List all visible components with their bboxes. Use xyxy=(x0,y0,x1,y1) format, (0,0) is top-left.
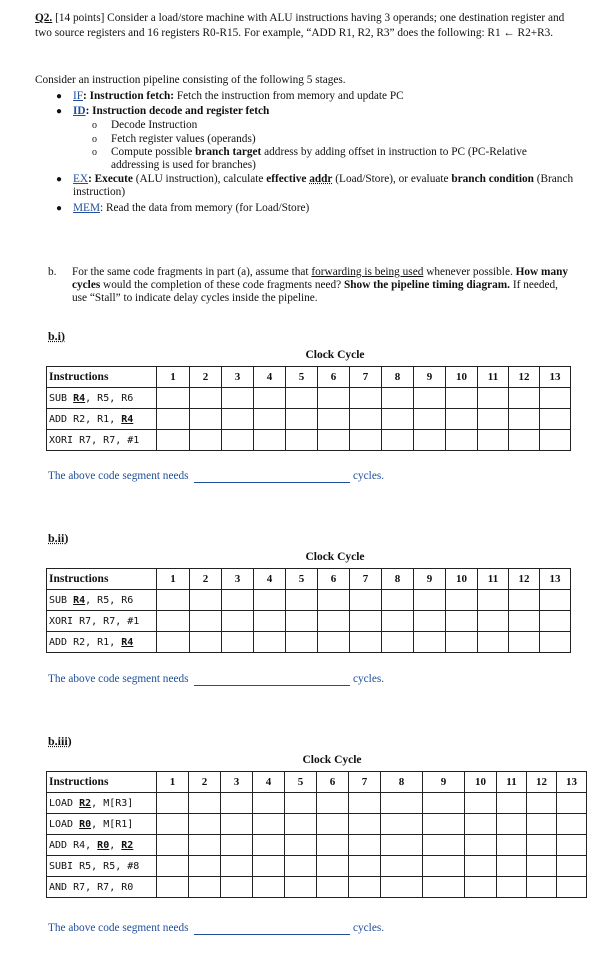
timing-cell[interactable] xyxy=(557,877,587,898)
timing-cell[interactable] xyxy=(190,611,222,632)
stage-if-abbr: IF xyxy=(73,90,84,102)
cycles-answer-b1 xyxy=(48,470,408,486)
instruction-cell: LOAD R0, M[R1] xyxy=(47,814,157,835)
table-row xyxy=(47,430,571,451)
cycle-header: 3 xyxy=(222,367,254,388)
timing-cell[interactable] xyxy=(381,835,423,856)
timing-cell[interactable] xyxy=(509,632,540,653)
timing-cell[interactable] xyxy=(509,388,540,409)
timing-cell[interactable] xyxy=(478,409,509,430)
cycle-header: 7 xyxy=(349,772,381,793)
timing-cell[interactable] xyxy=(253,856,285,877)
timing-cell[interactable] xyxy=(497,835,527,856)
timing-cell[interactable] xyxy=(254,632,286,653)
cycle-header: 3 xyxy=(221,772,253,793)
clock-cycle-label: Clock Cycle xyxy=(302,754,362,766)
timing-cell[interactable] xyxy=(497,856,527,877)
cycle-header: 5 xyxy=(286,569,318,590)
timing-cell[interactable] xyxy=(157,856,189,877)
timing-cell[interactable] xyxy=(157,430,190,451)
timing-cell[interactable] xyxy=(157,409,190,430)
timing-cell[interactable] xyxy=(478,611,509,632)
timing-cell[interactable] xyxy=(157,835,189,856)
table-header-row xyxy=(47,569,571,590)
timing-cell[interactable] xyxy=(509,611,540,632)
pipeline-table-b3 xyxy=(46,771,587,898)
cycle-header: 2 xyxy=(189,772,221,793)
timing-cell[interactable] xyxy=(285,814,317,835)
timing-cell[interactable] xyxy=(527,856,557,877)
timing-cell[interactable] xyxy=(414,590,446,611)
timing-cell[interactable] xyxy=(190,388,222,409)
instruction-cell: ADD R2, R1, R4 xyxy=(47,632,157,653)
cycles-suffix: cycles. xyxy=(353,922,385,934)
cycle-header: 2 xyxy=(190,367,222,388)
timing-cell[interactable] xyxy=(254,590,286,611)
timing-cell[interactable] xyxy=(190,632,222,653)
timing-cell[interactable] xyxy=(318,409,350,430)
timing-cell[interactable] xyxy=(414,611,446,632)
cycle-header: 7 xyxy=(350,367,382,388)
timing-cell[interactable] xyxy=(222,388,254,409)
bullet-icon: ● xyxy=(56,203,63,214)
timing-cell[interactable] xyxy=(157,793,189,814)
timing-cell[interactable] xyxy=(497,814,527,835)
cycle-header: 5 xyxy=(285,772,317,793)
stage-id-abbr: ID xyxy=(73,105,86,117)
timing-cell[interactable] xyxy=(157,814,189,835)
table-row xyxy=(47,388,571,409)
timing-cell[interactable] xyxy=(285,793,317,814)
cycle-header: 9 xyxy=(414,367,446,388)
stage-ex-abbr: EX xyxy=(73,173,89,185)
timing-cell[interactable] xyxy=(414,409,446,430)
stage-id-name: : Instruction decode and register fetch xyxy=(85,105,270,117)
timing-cell[interactable] xyxy=(222,430,254,451)
table-header-row xyxy=(47,367,571,388)
timing-cell[interactable] xyxy=(254,430,286,451)
timing-cell[interactable] xyxy=(253,877,285,898)
timing-cell[interactable] xyxy=(285,856,317,877)
timing-cell[interactable] xyxy=(254,388,286,409)
timing-cell[interactable] xyxy=(423,856,465,877)
timing-cell[interactable] xyxy=(190,409,222,430)
instruction-cell: LOAD R2, M[R3] xyxy=(47,793,157,814)
timing-cell[interactable] xyxy=(222,409,254,430)
timing-cell[interactable] xyxy=(253,814,285,835)
cycle-header: 12 xyxy=(509,569,540,590)
timing-cell[interactable] xyxy=(465,877,497,898)
table-row xyxy=(47,835,587,856)
table-row xyxy=(47,793,587,814)
part-b-label: b. xyxy=(48,266,57,278)
timing-cell[interactable] xyxy=(286,430,318,451)
timing-cell[interactable] xyxy=(222,611,254,632)
timing-cell[interactable] xyxy=(414,388,446,409)
timing-cell[interactable] xyxy=(540,590,571,611)
table-row xyxy=(47,611,571,632)
timing-cell[interactable] xyxy=(540,632,571,653)
bullet-icon: ● xyxy=(56,174,63,185)
cycles-suffix: cycles. xyxy=(353,470,385,482)
timing-cell[interactable] xyxy=(222,590,254,611)
timing-cell[interactable] xyxy=(221,793,253,814)
pipeline-table-b1 xyxy=(46,366,571,451)
cycle-header: 5 xyxy=(286,367,318,388)
timing-cell[interactable] xyxy=(381,814,423,835)
cycle-header: 9 xyxy=(423,772,465,793)
timing-cell[interactable] xyxy=(423,835,465,856)
bullet-icon: ● xyxy=(56,106,63,117)
cycle-header: 2 xyxy=(190,569,222,590)
timing-cell[interactable] xyxy=(465,814,497,835)
pipeline-intro: Consider an instruction pipeline consisting of the following 5 stages. xyxy=(35,74,346,86)
timing-cell[interactable] xyxy=(497,793,527,814)
instructions-header: Instructions xyxy=(47,367,157,388)
clock-cycle-label: Clock Cycle xyxy=(305,349,365,361)
instruction-cell: SUBI R5, R5, #8 xyxy=(47,856,157,877)
cycle-header: 9 xyxy=(414,569,446,590)
timing-cell[interactable] xyxy=(381,877,423,898)
cycle-header: 6 xyxy=(318,367,350,388)
needs-text: The above code segment needs xyxy=(48,922,189,934)
timing-cell[interactable] xyxy=(349,856,381,877)
timing-cell[interactable] xyxy=(286,388,318,409)
timing-cell[interactable] xyxy=(254,409,286,430)
cycle-header: 10 xyxy=(446,367,478,388)
part-b2-label: b.ii) xyxy=(48,531,69,545)
timing-cell[interactable] xyxy=(509,430,540,451)
timing-cell[interactable] xyxy=(350,590,382,611)
timing-cell[interactable] xyxy=(446,590,478,611)
timing-cell[interactable] xyxy=(497,877,527,898)
timing-cell[interactable] xyxy=(557,793,587,814)
timing-cell[interactable] xyxy=(318,388,350,409)
stage-if-desc: Fetch the instruction from memory and update PC xyxy=(174,90,404,102)
question-body: [14 points] Consider a load/store machine with ALU instructions having 3 operands; one destination register and two source registers and 16 registers R0-R15. For example, “ADD R1, R2, R3” does the following: R1 ← R2+R3. xyxy=(35,12,565,39)
timing-cell[interactable] xyxy=(465,793,497,814)
timing-cell[interactable] xyxy=(253,835,285,856)
instruction-cell: ADD R2, R1, R4 xyxy=(47,409,157,430)
timing-cell[interactable] xyxy=(285,835,317,856)
table-row xyxy=(47,632,571,653)
instruction-cell: XORI R7, R7, #1 xyxy=(47,430,157,451)
timing-cell[interactable] xyxy=(157,388,190,409)
question-text xyxy=(35,11,575,41)
timing-cell[interactable] xyxy=(540,430,571,451)
stage-mem-abbr: MEM xyxy=(73,202,100,214)
timing-cell[interactable] xyxy=(189,877,221,898)
timing-cell[interactable] xyxy=(286,632,318,653)
timing-cell[interactable] xyxy=(527,835,557,856)
timing-cell[interactable] xyxy=(349,835,381,856)
timing-cell[interactable] xyxy=(382,590,414,611)
timing-cell[interactable] xyxy=(446,388,478,409)
timing-cell[interactable] xyxy=(221,835,253,856)
table-row xyxy=(47,856,587,877)
timing-cell[interactable] xyxy=(446,611,478,632)
timing-cell[interactable] xyxy=(423,793,465,814)
timing-cell[interactable] xyxy=(509,590,540,611)
timing-cell[interactable] xyxy=(157,632,190,653)
timing-cell[interactable] xyxy=(350,611,382,632)
timing-cell[interactable] xyxy=(540,611,571,632)
timing-cell[interactable] xyxy=(254,611,286,632)
question-number: Q2. xyxy=(35,12,53,24)
needs-text: The above code segment needs xyxy=(48,673,189,685)
circle-bullet-icon: o xyxy=(92,147,97,158)
cycle-header: 4 xyxy=(254,367,286,388)
timing-cell[interactable] xyxy=(286,409,318,430)
timing-cell[interactable] xyxy=(478,590,509,611)
timing-cell[interactable] xyxy=(381,793,423,814)
cycle-header: 10 xyxy=(446,569,478,590)
timing-cell[interactable] xyxy=(382,430,414,451)
cycle-header: 1 xyxy=(157,367,190,388)
cycle-header: 8 xyxy=(382,569,414,590)
timing-cell[interactable] xyxy=(157,590,190,611)
timing-cell[interactable] xyxy=(465,856,497,877)
cycle-header: 6 xyxy=(317,772,349,793)
timing-cell[interactable] xyxy=(349,814,381,835)
timing-cell[interactable] xyxy=(350,632,382,653)
cycle-header: 8 xyxy=(382,367,414,388)
timing-cell[interactable] xyxy=(253,793,285,814)
instructions-header: Instructions xyxy=(47,772,157,793)
timing-cell[interactable] xyxy=(221,856,253,877)
timing-cell[interactable] xyxy=(446,409,478,430)
cycle-header: 7 xyxy=(350,569,382,590)
timing-cell[interactable] xyxy=(557,814,587,835)
cycle-header: 4 xyxy=(253,772,285,793)
timing-cell[interactable] xyxy=(446,632,478,653)
cycle-header: 11 xyxy=(478,569,509,590)
cycle-header: 11 xyxy=(497,772,527,793)
timing-cell[interactable] xyxy=(509,409,540,430)
timing-cell[interactable] xyxy=(190,430,222,451)
cycle-header: 11 xyxy=(478,367,509,388)
timing-cell[interactable] xyxy=(221,877,253,898)
timing-cell[interactable] xyxy=(318,611,350,632)
circle-bullet-icon: o xyxy=(92,134,97,145)
timing-cell[interactable] xyxy=(478,430,509,451)
timing-cell[interactable] xyxy=(157,611,190,632)
cycle-header: 8 xyxy=(381,772,423,793)
timing-cell[interactable] xyxy=(222,632,254,653)
cycles-suffix: cycles. xyxy=(353,673,385,685)
timing-cell[interactable] xyxy=(540,409,571,430)
timing-cell[interactable] xyxy=(221,814,253,835)
timing-cell[interactable] xyxy=(382,632,414,653)
timing-cell[interactable] xyxy=(157,877,189,898)
table-row xyxy=(47,409,571,430)
timing-cell[interactable] xyxy=(478,632,509,653)
timing-cell[interactable] xyxy=(350,430,382,451)
timing-cell[interactable] xyxy=(540,388,571,409)
cycle-header: 3 xyxy=(222,569,254,590)
timing-cell[interactable] xyxy=(350,388,382,409)
cycle-header: 13 xyxy=(557,772,587,793)
cycle-header: 13 xyxy=(540,569,571,590)
stage-if-name: : Instruction fetch: xyxy=(83,90,175,102)
table-header-row xyxy=(47,772,587,793)
timing-cell[interactable] xyxy=(286,590,318,611)
timing-cell[interactable] xyxy=(349,877,381,898)
timing-cell[interactable] xyxy=(423,877,465,898)
timing-cell[interactable] xyxy=(317,856,349,877)
timing-cell[interactable] xyxy=(317,835,349,856)
timing-cell[interactable] xyxy=(318,430,350,451)
instruction-cell: AND R7, R7, R0 xyxy=(47,877,157,898)
timing-cell[interactable] xyxy=(318,590,350,611)
timing-cell[interactable] xyxy=(382,611,414,632)
instruction-cell: SUB R4, R5, R6 xyxy=(47,590,157,611)
cycle-header: 6 xyxy=(318,569,350,590)
timing-cell[interactable] xyxy=(286,611,318,632)
timing-cell[interactable] xyxy=(465,835,497,856)
answer-blank[interactable] xyxy=(194,685,350,686)
cycle-header: 12 xyxy=(527,772,557,793)
timing-cell[interactable] xyxy=(557,835,587,856)
instruction-cell: XORI R7, R7, #1 xyxy=(47,611,157,632)
timing-cell[interactable] xyxy=(414,430,446,451)
timing-cell[interactable] xyxy=(381,856,423,877)
part-b: b. For the same code fragments in part (a), assume that forwarding is being used whenever possible. How many cycles would the completion of these code fragments need? Show the pipeline timing diagram. If needed, use “Stall” to indicate delay cycles inside the pipeline. xyxy=(48,266,569,304)
cycle-header: 4 xyxy=(254,569,286,590)
cycle-header: 1 xyxy=(157,569,190,590)
instruction-cell: ADD R4, R0, R2 xyxy=(47,835,157,856)
cycle-header: 12 xyxy=(509,367,540,388)
timing-cell[interactable] xyxy=(318,632,350,653)
instruction-cell: SUB R4, R5, R6 xyxy=(47,388,157,409)
timing-cell[interactable] xyxy=(446,430,478,451)
timing-cell[interactable] xyxy=(189,835,221,856)
timing-cell[interactable] xyxy=(189,814,221,835)
timing-cell[interactable] xyxy=(382,409,414,430)
timing-cell[interactable] xyxy=(478,388,509,409)
part-b3-label: b.iii) xyxy=(48,734,72,748)
timing-cell[interactable] xyxy=(423,814,465,835)
pipeline-table-b2 xyxy=(46,568,571,653)
clock-cycle-label: Clock Cycle xyxy=(305,551,365,563)
cycle-header: 13 xyxy=(540,367,571,388)
timing-cell[interactable] xyxy=(285,877,317,898)
table-row xyxy=(47,590,571,611)
answer-blank[interactable] xyxy=(194,482,350,483)
answer-blank[interactable] xyxy=(194,934,350,935)
instructions-header: Instructions xyxy=(47,569,157,590)
timing-cell[interactable] xyxy=(350,409,382,430)
timing-cell[interactable] xyxy=(527,877,557,898)
part-b1-label: b.i) xyxy=(48,329,66,343)
timing-cell[interactable] xyxy=(527,814,557,835)
timing-cell[interactable] xyxy=(557,856,587,877)
cycles-answer-b3 xyxy=(48,922,408,938)
cycle-header: 10 xyxy=(465,772,497,793)
table-row xyxy=(47,877,587,898)
bullet-icon: ● xyxy=(56,91,63,102)
timing-cell[interactable] xyxy=(317,877,349,898)
timing-cell[interactable] xyxy=(414,632,446,653)
timing-cell[interactable] xyxy=(349,793,381,814)
needs-text: The above code segment needs xyxy=(48,470,189,482)
table-row xyxy=(47,814,587,835)
timing-cell[interactable] xyxy=(190,590,222,611)
circle-bullet-icon: o xyxy=(92,120,97,131)
cycle-header: 1 xyxy=(157,772,189,793)
timing-cell[interactable] xyxy=(527,793,557,814)
cycles-answer-b2 xyxy=(48,673,408,689)
timing-cell[interactable] xyxy=(317,793,349,814)
timing-cell[interactable] xyxy=(189,856,221,877)
timing-cell[interactable] xyxy=(382,388,414,409)
timing-cell[interactable] xyxy=(317,814,349,835)
timing-cell[interactable] xyxy=(189,793,221,814)
